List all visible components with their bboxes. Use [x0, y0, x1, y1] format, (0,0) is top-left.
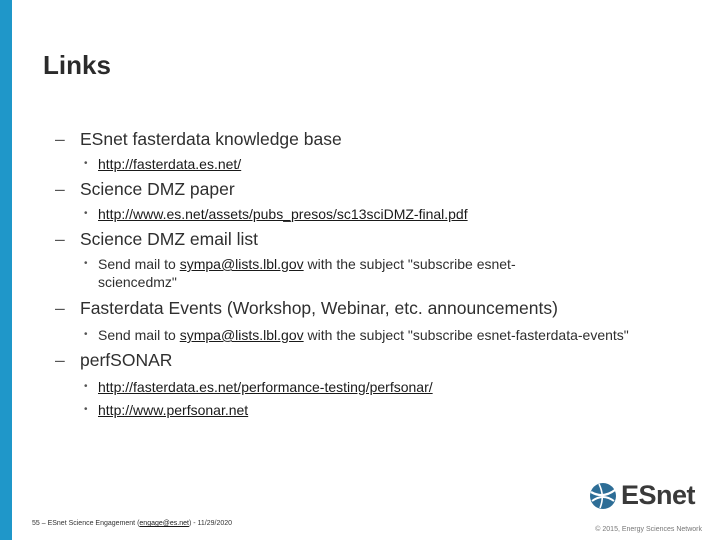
list-item [55, 297, 695, 320]
bullet-dot: • [84, 404, 88, 415]
dash-bullet: – [55, 229, 65, 249]
fasterdata-link[interactable]: http://fasterdata.es.net/ [98, 156, 242, 172]
list-item-text: Science DMZ paper [80, 179, 235, 199]
sub-item [55, 401, 695, 419]
esnet-globe-icon [588, 481, 618, 511]
sub-item-text: with the subject "subscribe esnet-fasterdata-events" [303, 327, 629, 343]
logo-text: ESnet [621, 480, 696, 510]
dash-bullet: – [55, 129, 65, 149]
sub-item-text: with the subject "subscribe esnet-sciencedmz" [98, 256, 516, 290]
list-item [55, 349, 695, 372]
list-item-text: Fasterdata Events (Workshop, Webinar, etc. announcements) [80, 298, 558, 318]
sub-item [55, 378, 695, 396]
list-item-text: Science DMZ email list [80, 229, 258, 249]
sub-item [55, 326, 658, 344]
sympa-email-link[interactable]: sympa@lists.lbl.gov [179, 327, 304, 343]
accent-bar [0, 0, 12, 540]
perfsonar-site-link[interactable]: http://www.perfsonar.net [98, 402, 249, 418]
sub-item [55, 255, 578, 291]
sub-item [55, 155, 695, 173]
sub-item [55, 205, 695, 223]
slide-content [55, 128, 695, 419]
sub-item-text: Send mail to [98, 327, 180, 343]
list-item [55, 128, 695, 151]
dash-bullet: – [55, 350, 65, 370]
bullet-dot: • [84, 258, 88, 269]
list-item-text: perfSONAR [80, 350, 173, 370]
dash-bullet: – [55, 298, 65, 318]
copyright-text: © 2015, Energy Sciences Network [595, 526, 702, 533]
footer-prefix: 55 – ESnet Science Engagement ( [32, 520, 140, 527]
bullet-dot: • [84, 381, 88, 392]
slide-footer [32, 520, 232, 527]
dash-bullet: – [55, 179, 65, 199]
slide-title: Links [43, 50, 111, 80]
bullet-dot: • [84, 329, 88, 340]
list-item-text: ESnet fasterdata knowledge base [80, 129, 342, 149]
sympa-email-link[interactable]: sympa@lists.lbl.gov [179, 256, 304, 272]
list-item [55, 178, 695, 201]
bullet-dot: • [84, 158, 88, 169]
science-dmz-paper-link[interactable]: http://www.es.net/assets/pubs_presos/sc13sciDMZ-final.pdf [98, 206, 468, 222]
sub-item-text: Send mail to [98, 256, 180, 272]
perfsonar-fasterdata-link[interactable]: http://fasterdata.es.net/performance-testing/perfsonar/ [98, 379, 433, 395]
esnet-logo [588, 480, 695, 511]
engage-email-link[interactable]: engage@es.net [139, 520, 189, 527]
bullet-dot: • [84, 208, 88, 219]
list-item [55, 228, 695, 251]
footer-suffix: ) - 11/29/2020 [188, 520, 233, 527]
